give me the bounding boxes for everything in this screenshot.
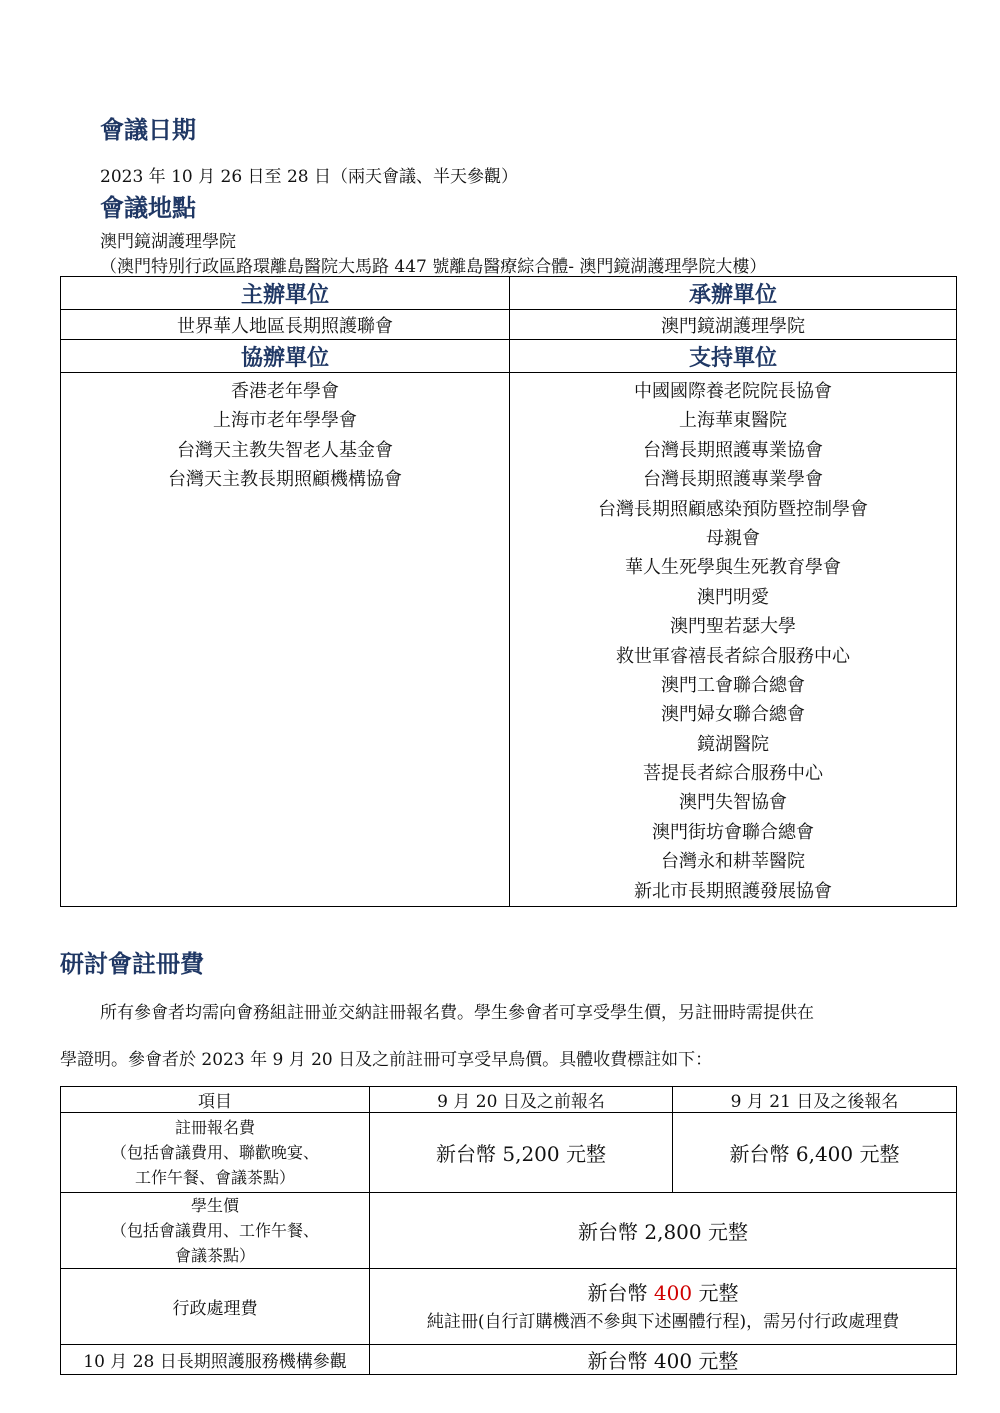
registration-fee-late: 新台幣 6,400 元整 — [673, 1113, 957, 1193]
admin-fee-suffix: 元整 — [692, 1280, 739, 1305]
organizer-cell: 澳門鏡湖護理學院 — [510, 310, 957, 340]
fee-header-early: 9 月 20 日及之前報名 — [370, 1087, 673, 1113]
admin-fee-prefix: 新台幣 — [587, 1280, 654, 1305]
fee-row-registration — [61, 1113, 370, 1193]
supporter-item: 澳門失智協會 — [679, 792, 787, 814]
meeting-location-address: （澳門特別行政區路環離島醫院大馬路 447 號離島醫療綜合體- 澳門鏡湖護理學院大樓） — [100, 257, 767, 277]
co-organizer-item: 台灣天主教長期照顧機構協會 — [168, 469, 402, 491]
organizers-table — [60, 276, 957, 907]
co-organizer-item: 香港老年學會 — [231, 381, 339, 402]
supporter-item: 台灣長期照護專業協會 — [643, 439, 823, 461]
supporter-item: 澳門婦女聯合總會 — [661, 704, 805, 726]
supporter-item: 澳門街坊會聯合總會 — [652, 821, 814, 843]
fee-table — [60, 1086, 957, 1375]
supporter-item: 中國國際養老院院長協會 — [634, 381, 832, 402]
meeting-location-name: 澳門鏡湖護理學院 — [100, 232, 236, 252]
supporter-item: 新北市長期照護發展協會 — [634, 880, 832, 902]
registration-fee-desc-1: （包括會議費用、聯歡晚宴、 — [110, 1143, 319, 1162]
student-fee-desc-2: 會議茶點） — [174, 1246, 255, 1265]
registration-line-2: 學證明。參會者於 2023 年 9 月 20 日及之前註冊可享受早鳥價。具體收費標註如下： — [60, 1050, 713, 1070]
visit-fee-price: 新台幣 400 元整 — [370, 1345, 957, 1375]
supporters-cell — [510, 373, 957, 907]
admin-fee-note: 純註冊(自行訂購機酒不參與下述團體行程)，需另付行政處理費 — [426, 1311, 900, 1332]
co-organizer-header: 協辦單位 — [61, 340, 510, 373]
supporter-item: 鏡湖醫院 — [697, 733, 769, 755]
co-organizer-item: 上海市老年學學會 — [213, 410, 357, 432]
meeting-date-heading: 會議日期 — [100, 115, 196, 144]
supporter-item: 台灣永和耕莘醫院 — [661, 851, 805, 873]
supporter-item: 菩提長者綜合服務中心 — [643, 763, 823, 785]
registration-line-1: 所有參會者均需向會務組註冊並交納註冊報名費。學生參會者可享受學生價，另註冊時需提供在 — [100, 1003, 814, 1023]
supporter-header: 支持單位 — [510, 340, 957, 373]
visit-fee-title: 10 月 28 日長期照護服務機構參觀 — [61, 1345, 370, 1375]
registration-fee-title: 註冊報名費 — [174, 1118, 255, 1137]
co-organizers-cell — [61, 373, 510, 907]
host-cell: 世界華人地區長期照護聯會 — [61, 310, 510, 340]
student-fee-desc-1: （包括會議費用、工作午餐、 — [110, 1221, 319, 1240]
admin-fee-price — [370, 1278, 956, 1308]
student-fee-title: 學生價 — [190, 1196, 239, 1215]
host-header: 主辦單位 — [61, 277, 510, 310]
admin-fee-amount: 400 — [653, 1280, 693, 1305]
student-fee-price: 新台幣 2,800 元整 — [370, 1193, 957, 1269]
supporter-item: 母親會 — [706, 527, 760, 549]
supporter-item: 澳門聖若瑟大學 — [670, 616, 796, 638]
admin-fee-cell — [370, 1269, 957, 1345]
organizer-header: 承辦單位 — [510, 277, 957, 310]
co-organizer-item: 台灣天主教失智老人基金會 — [177, 439, 393, 461]
supporter-item: 救世軍睿禧長者綜合服務中心 — [616, 645, 850, 667]
supporter-item: 華人生死學與生死教育學會 — [625, 557, 841, 579]
meeting-location-heading: 會議地點 — [100, 193, 196, 222]
admin-fee-title: 行政處理費 — [61, 1269, 370, 1345]
supporter-item: 澳門明愛 — [697, 586, 769, 608]
supporter-item: 台灣長期照顧感染預防暨控制學會 — [598, 498, 868, 520]
supporter-item: 澳門工會聯合總會 — [661, 674, 805, 696]
fee-row-student — [61, 1193, 370, 1269]
registration-fee-desc-2: 工作午餐、會議茶點） — [134, 1168, 295, 1187]
registration-heading: 研討會註冊費 — [60, 949, 204, 978]
fee-header-item: 項目 — [61, 1087, 370, 1113]
meeting-date-text: 2023 年 10 月 26 日至 28 日（兩天會議、半天參觀） — [100, 167, 518, 187]
supporter-item: 上海華東醫院 — [679, 410, 787, 432]
registration-fee-early: 新台幣 5,200 元整 — [370, 1113, 673, 1193]
fee-header-late: 9 月 21 日及之後報名 — [673, 1087, 957, 1113]
supporter-item: 台灣長期照護專業學會 — [643, 469, 823, 491]
